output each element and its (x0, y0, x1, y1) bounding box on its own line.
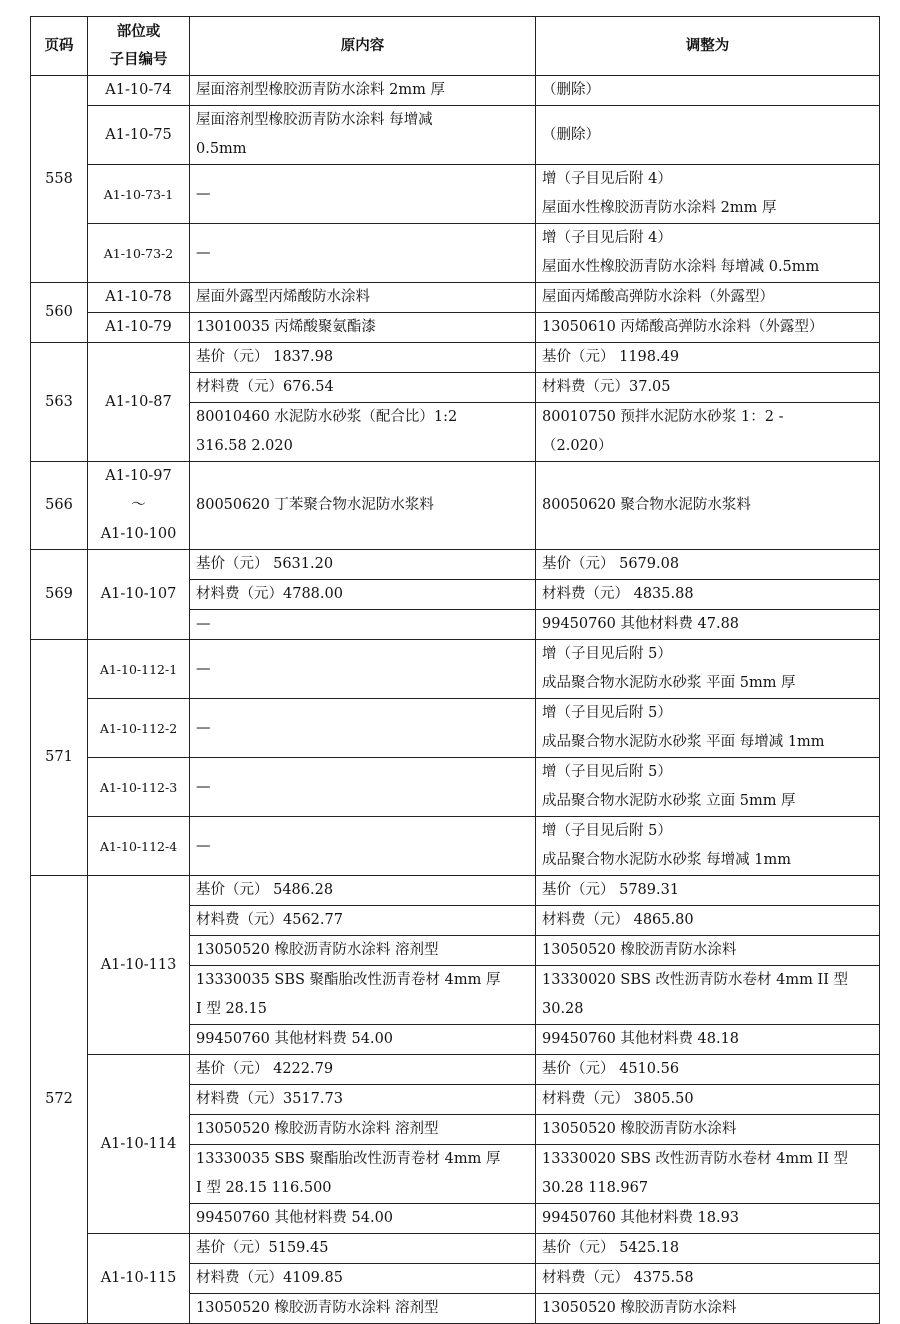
item-code-cell (88, 876, 190, 1055)
adjusted-line: 材料费（元） 4865.80 (542, 912, 694, 928)
item-code-line: A1-10-107 (100, 586, 177, 602)
original-line: — (196, 185, 211, 202)
adjusted-content-cell (536, 1204, 880, 1234)
header-row (31, 17, 880, 76)
original-content-cell (190, 76, 536, 106)
original-line: 99450760 其他材料费 54.00 (196, 1031, 394, 1047)
original-line: 0.5mm (196, 141, 247, 157)
adjusted-content-cell (536, 343, 880, 373)
adjusted-line: （删除） (542, 82, 600, 98)
adjusted-content-cell (536, 403, 880, 462)
item-code-line: A1-10-112-3 (99, 779, 178, 795)
item-code-cell (88, 699, 190, 758)
adjusted-content-cell (536, 640, 880, 699)
item-code-cell (88, 1234, 190, 1324)
adjusted-content-cell (536, 1085, 880, 1115)
adjusted-content-cell (536, 1145, 880, 1204)
original-content-cell (190, 817, 536, 876)
original-content-cell (190, 165, 536, 224)
original-content-cell (190, 640, 536, 699)
header-original: 原内容 (190, 17, 536, 76)
item-code-line: A1-10-112-2 (99, 720, 178, 736)
adjusted-line: 增（子目见后附 4） (542, 230, 672, 246)
original-line: 基价（元） 5631.20 (196, 556, 334, 572)
adjusted-line: 30.28 118.967 (542, 1180, 649, 1196)
adjusted-content-cell (536, 758, 880, 817)
adjusted-line: 13050520 橡胶沥青防水涂料 (542, 942, 737, 958)
adjusted-content-cell (536, 1055, 880, 1085)
original-content-cell (190, 1204, 536, 1234)
adjusted-line: 13330020 SBS 改性沥青防水卷材 4mm II 型 (542, 1151, 849, 1167)
adjusted-content-cell (536, 580, 880, 610)
original-line: 基价（元） 4222.79 (196, 1061, 334, 1077)
original-content-cell (190, 610, 536, 640)
adjusted-line: 80010750 预拌水泥防水砂浆 1：2 - (542, 409, 784, 425)
original-content-cell (190, 1025, 536, 1055)
original-line: 13050520 橡胶沥青防水涂料 溶剂型 (196, 1121, 439, 1137)
item-code-cell (88, 640, 190, 699)
item-code-line: A1-10-115 (100, 1270, 177, 1286)
header-code-line1: 部位或 (116, 23, 161, 40)
original-line: I 型 28.15 (196, 1001, 267, 1017)
original-line: — (196, 616, 211, 632)
item-code-line: A1-10-78 (105, 289, 172, 305)
item-code-cell (88, 817, 190, 876)
adjusted-content-cell (536, 76, 880, 106)
table-body (31, 76, 880, 1324)
adjusted-line: 增（子目见后附 5） (542, 705, 672, 721)
original-content-cell (190, 283, 536, 313)
adjusted-line: 成品聚合物水泥防水砂浆 立面 5mm 厚 (542, 793, 796, 809)
table-row (31, 106, 880, 165)
adjusted-content-cell (536, 1294, 880, 1324)
original-content-cell (190, 906, 536, 936)
adjusted-line: 屋面丙烯酸高弹防水涂料（外露型） (542, 289, 774, 305)
original-content-cell (190, 313, 536, 343)
original-content-cell (190, 758, 536, 817)
adjusted-line: 屋面水性橡胶沥青防水涂料 每增减 0.5mm (542, 259, 820, 275)
adjusted-line: 成品聚合物水泥防水砂浆 平面 每增减 1mm (542, 734, 825, 750)
table-row (31, 550, 880, 580)
adjusted-content-cell (536, 1025, 880, 1055)
item-code-cell (88, 313, 190, 343)
original-line: 13050520 橡胶沥青防水涂料 溶剂型 (196, 1300, 439, 1316)
original-content-cell (190, 462, 536, 550)
adjusted-line: 成品聚合物水泥防水砂浆 平面 5mm 厚 (542, 675, 796, 691)
header-adjusted: 调整为 (536, 17, 880, 76)
item-code-line: A1-10-112-1 (99, 661, 178, 677)
adjusted-line: 材料费（元） 4375.58 (542, 1270, 694, 1286)
adjusted-line: 增（子目见后附 5） (542, 646, 672, 662)
item-code-line: ～ (131, 497, 146, 513)
original-line: 316.58 2.020 (196, 438, 293, 454)
original-line: 80010460 水泥防水砂浆（配合比）1:2 (196, 409, 458, 425)
adjusted-content-cell (536, 165, 880, 224)
adjusted-line: 99450760 其他材料费 18.93 (542, 1210, 740, 1226)
table-row (31, 313, 880, 343)
adjusted-content-cell (536, 817, 880, 876)
original-content-cell (190, 403, 536, 462)
item-code-line: A1-10-112-4 (99, 838, 178, 854)
item-code-cell (88, 1055, 190, 1234)
adjusted-line: 基价（元） 5679.08 (542, 556, 680, 572)
original-line: 材料费（元）4562.77 (196, 912, 343, 928)
table-row (31, 640, 880, 699)
item-code-cell (88, 283, 190, 313)
adjusted-line: 材料费（元） 3805.50 (542, 1091, 694, 1107)
original-line: — (196, 660, 211, 677)
original-content-cell (190, 699, 536, 758)
item-code-line: A1-10-75 (105, 126, 172, 143)
table-row (31, 165, 880, 224)
adjusted-line: 增（子目见后附 5） (542, 823, 672, 839)
item-code-cell (88, 106, 190, 165)
item-code-line: A1-10-79 (105, 319, 172, 335)
adjusted-line: 13050520 橡胶沥青防水涂料 (542, 1300, 737, 1316)
original-line: I 型 28.15 116.500 (196, 1180, 332, 1196)
adjusted-line: （2.020） (542, 438, 613, 454)
item-code-line: A1-10-87 (105, 393, 172, 410)
original-line: 13330035 SBS 聚酯胎改性沥青卷材 4mm 厚 (196, 1151, 501, 1167)
original-line: 材料费（元）4109.85 (196, 1270, 343, 1286)
original-line: 基价（元） 1837.98 (196, 349, 334, 365)
original-content-cell (190, 1115, 536, 1145)
item-code-line: A1-10-73-2 (103, 245, 174, 261)
adjusted-line: 基价（元） 4510.56 (542, 1061, 680, 1077)
header-code-line2: 子目编号 (109, 51, 168, 68)
item-code-cell (88, 758, 190, 817)
original-line: — (196, 244, 211, 261)
original-content-cell (190, 966, 536, 1025)
adjusted-line: 80050620 聚合物水泥防水浆料 (542, 497, 751, 513)
original-line: 屋面溶剂型橡胶沥青防水涂料 每增减 (196, 112, 433, 128)
page-number-cell: 572 (31, 876, 88, 1324)
original-content-cell (190, 1055, 536, 1085)
adjusted-line: 材料费（元） 4835.88 (542, 586, 694, 602)
item-code-cell (88, 76, 190, 106)
page-number-cell: 558 (31, 76, 88, 283)
original-line: 材料费（元）3517.73 (196, 1091, 343, 1107)
original-content-cell (190, 1234, 536, 1264)
original-line: — (196, 837, 211, 854)
page-number-cell: 566 (31, 462, 88, 550)
adjusted-line: 30.28 (542, 1001, 584, 1017)
adjusted-line: 成品聚合物水泥防水砂浆 每增减 1mm (542, 852, 791, 868)
table-row (31, 817, 880, 876)
adjusted-content-cell (536, 876, 880, 906)
original-content-cell (190, 106, 536, 165)
original-line: 基价（元）5159.45 (196, 1240, 329, 1256)
adjusted-content-cell (536, 936, 880, 966)
adjusted-content-cell (536, 462, 880, 550)
table-row (31, 699, 880, 758)
adjusted-line: 基价（元） 5789.31 (542, 882, 680, 898)
original-content-cell (190, 580, 536, 610)
adjusted-line: 材料费（元）37.05 (542, 379, 671, 395)
original-line: — (196, 778, 211, 795)
item-code-cell (88, 224, 190, 283)
header-code (88, 17, 190, 76)
original-content-cell (190, 1294, 536, 1324)
item-code-line: A1-10-114 (100, 1135, 177, 1152)
original-content-cell (190, 373, 536, 403)
original-content-cell (190, 1145, 536, 1204)
original-line: 99450760 其他材料费 54.00 (196, 1210, 394, 1226)
adjusted-content-cell (536, 283, 880, 313)
original-line: 13010035 丙烯酸聚氨酯漆 (196, 319, 376, 335)
original-content-cell (190, 1085, 536, 1115)
page-number-cell: 571 (31, 640, 88, 876)
original-content-cell (190, 936, 536, 966)
item-code-cell (88, 550, 190, 640)
adjusted-content-cell (536, 1115, 880, 1145)
adjusted-line: 屋面水性橡胶沥青防水涂料 2mm 厚 (542, 200, 777, 216)
item-code-line: A1-10-97 (105, 468, 172, 484)
item-code-cell (88, 343, 190, 462)
adjusted-content-cell (536, 906, 880, 936)
original-line: 13050520 橡胶沥青防水涂料 溶剂型 (196, 942, 439, 958)
adjusted-content-cell (536, 699, 880, 758)
table-row (31, 1055, 880, 1085)
adjusted-line: 13330020 SBS 改性沥青防水卷材 4mm II 型 (542, 972, 849, 988)
adjusted-line: 13050610 丙烯酸高弹防水涂料（外露型） (542, 319, 824, 335)
table-row (31, 76, 880, 106)
adjusted-content-cell (536, 1264, 880, 1294)
original-line: 80050620 丁苯聚合物水泥防水浆料 (196, 497, 434, 513)
adjusted-content-cell (536, 1234, 880, 1264)
adjusted-content-cell (536, 966, 880, 1025)
table-row (31, 224, 880, 283)
original-line: — (196, 719, 211, 736)
item-code-cell (88, 165, 190, 224)
original-line: 材料费（元）4788.00 (196, 586, 343, 602)
adjusted-line: 99450760 其他材料费 47.88 (542, 616, 740, 632)
table-row (31, 343, 880, 373)
table-row (31, 758, 880, 817)
adjusted-content-cell (536, 224, 880, 283)
item-code-cell (88, 462, 190, 550)
header-page: 页码 (31, 17, 88, 76)
adjusted-content-cell (536, 313, 880, 343)
item-code-line: A1-10-113 (100, 956, 177, 973)
adjusted-line: 99450760 其他材料费 48.18 (542, 1031, 740, 1047)
original-content-cell (190, 1264, 536, 1294)
adjusted-content-cell (536, 106, 880, 165)
item-code-line: A1-10-74 (105, 82, 172, 98)
original-content-cell (190, 550, 536, 580)
adjusted-line: 基价（元） 5425.18 (542, 1240, 680, 1256)
page-number-cell: 563 (31, 343, 88, 462)
item-code-line: A1-10-100 (100, 526, 177, 542)
page-number-cell: 569 (31, 550, 88, 640)
correction-table (30, 16, 880, 1324)
original-line: 基价（元） 5486.28 (196, 882, 334, 898)
table-row (31, 462, 880, 550)
table-row (31, 1234, 880, 1264)
original-line: 屋面溶剂型橡胶沥青防水涂料 2mm 厚 (196, 82, 445, 98)
adjusted-content-cell (536, 373, 880, 403)
original-line: 屋面外露型丙烯酸防水涂料 (196, 289, 370, 305)
adjusted-line: （删除） (542, 126, 600, 143)
original-content-cell (190, 876, 536, 906)
table-row (31, 876, 880, 906)
original-line: 13330035 SBS 聚酯胎改性沥青卷材 4mm 厚 (196, 972, 501, 988)
adjusted-content-cell (536, 610, 880, 640)
original-content-cell (190, 224, 536, 283)
adjusted-line: 13050520 橡胶沥青防水涂料 (542, 1121, 737, 1137)
adjusted-line: 增（子目见后附 5） (542, 764, 672, 780)
table-row (31, 283, 880, 313)
original-line: 材料费（元）676.54 (196, 379, 334, 395)
adjusted-line: 增（子目见后附 4） (542, 171, 672, 187)
item-code-line: A1-10-73-1 (103, 186, 174, 202)
adjusted-content-cell (536, 550, 880, 580)
adjusted-line: 基价（元） 1198.49 (542, 349, 680, 365)
original-content-cell (190, 343, 536, 373)
page-number-cell: 560 (31, 283, 88, 343)
